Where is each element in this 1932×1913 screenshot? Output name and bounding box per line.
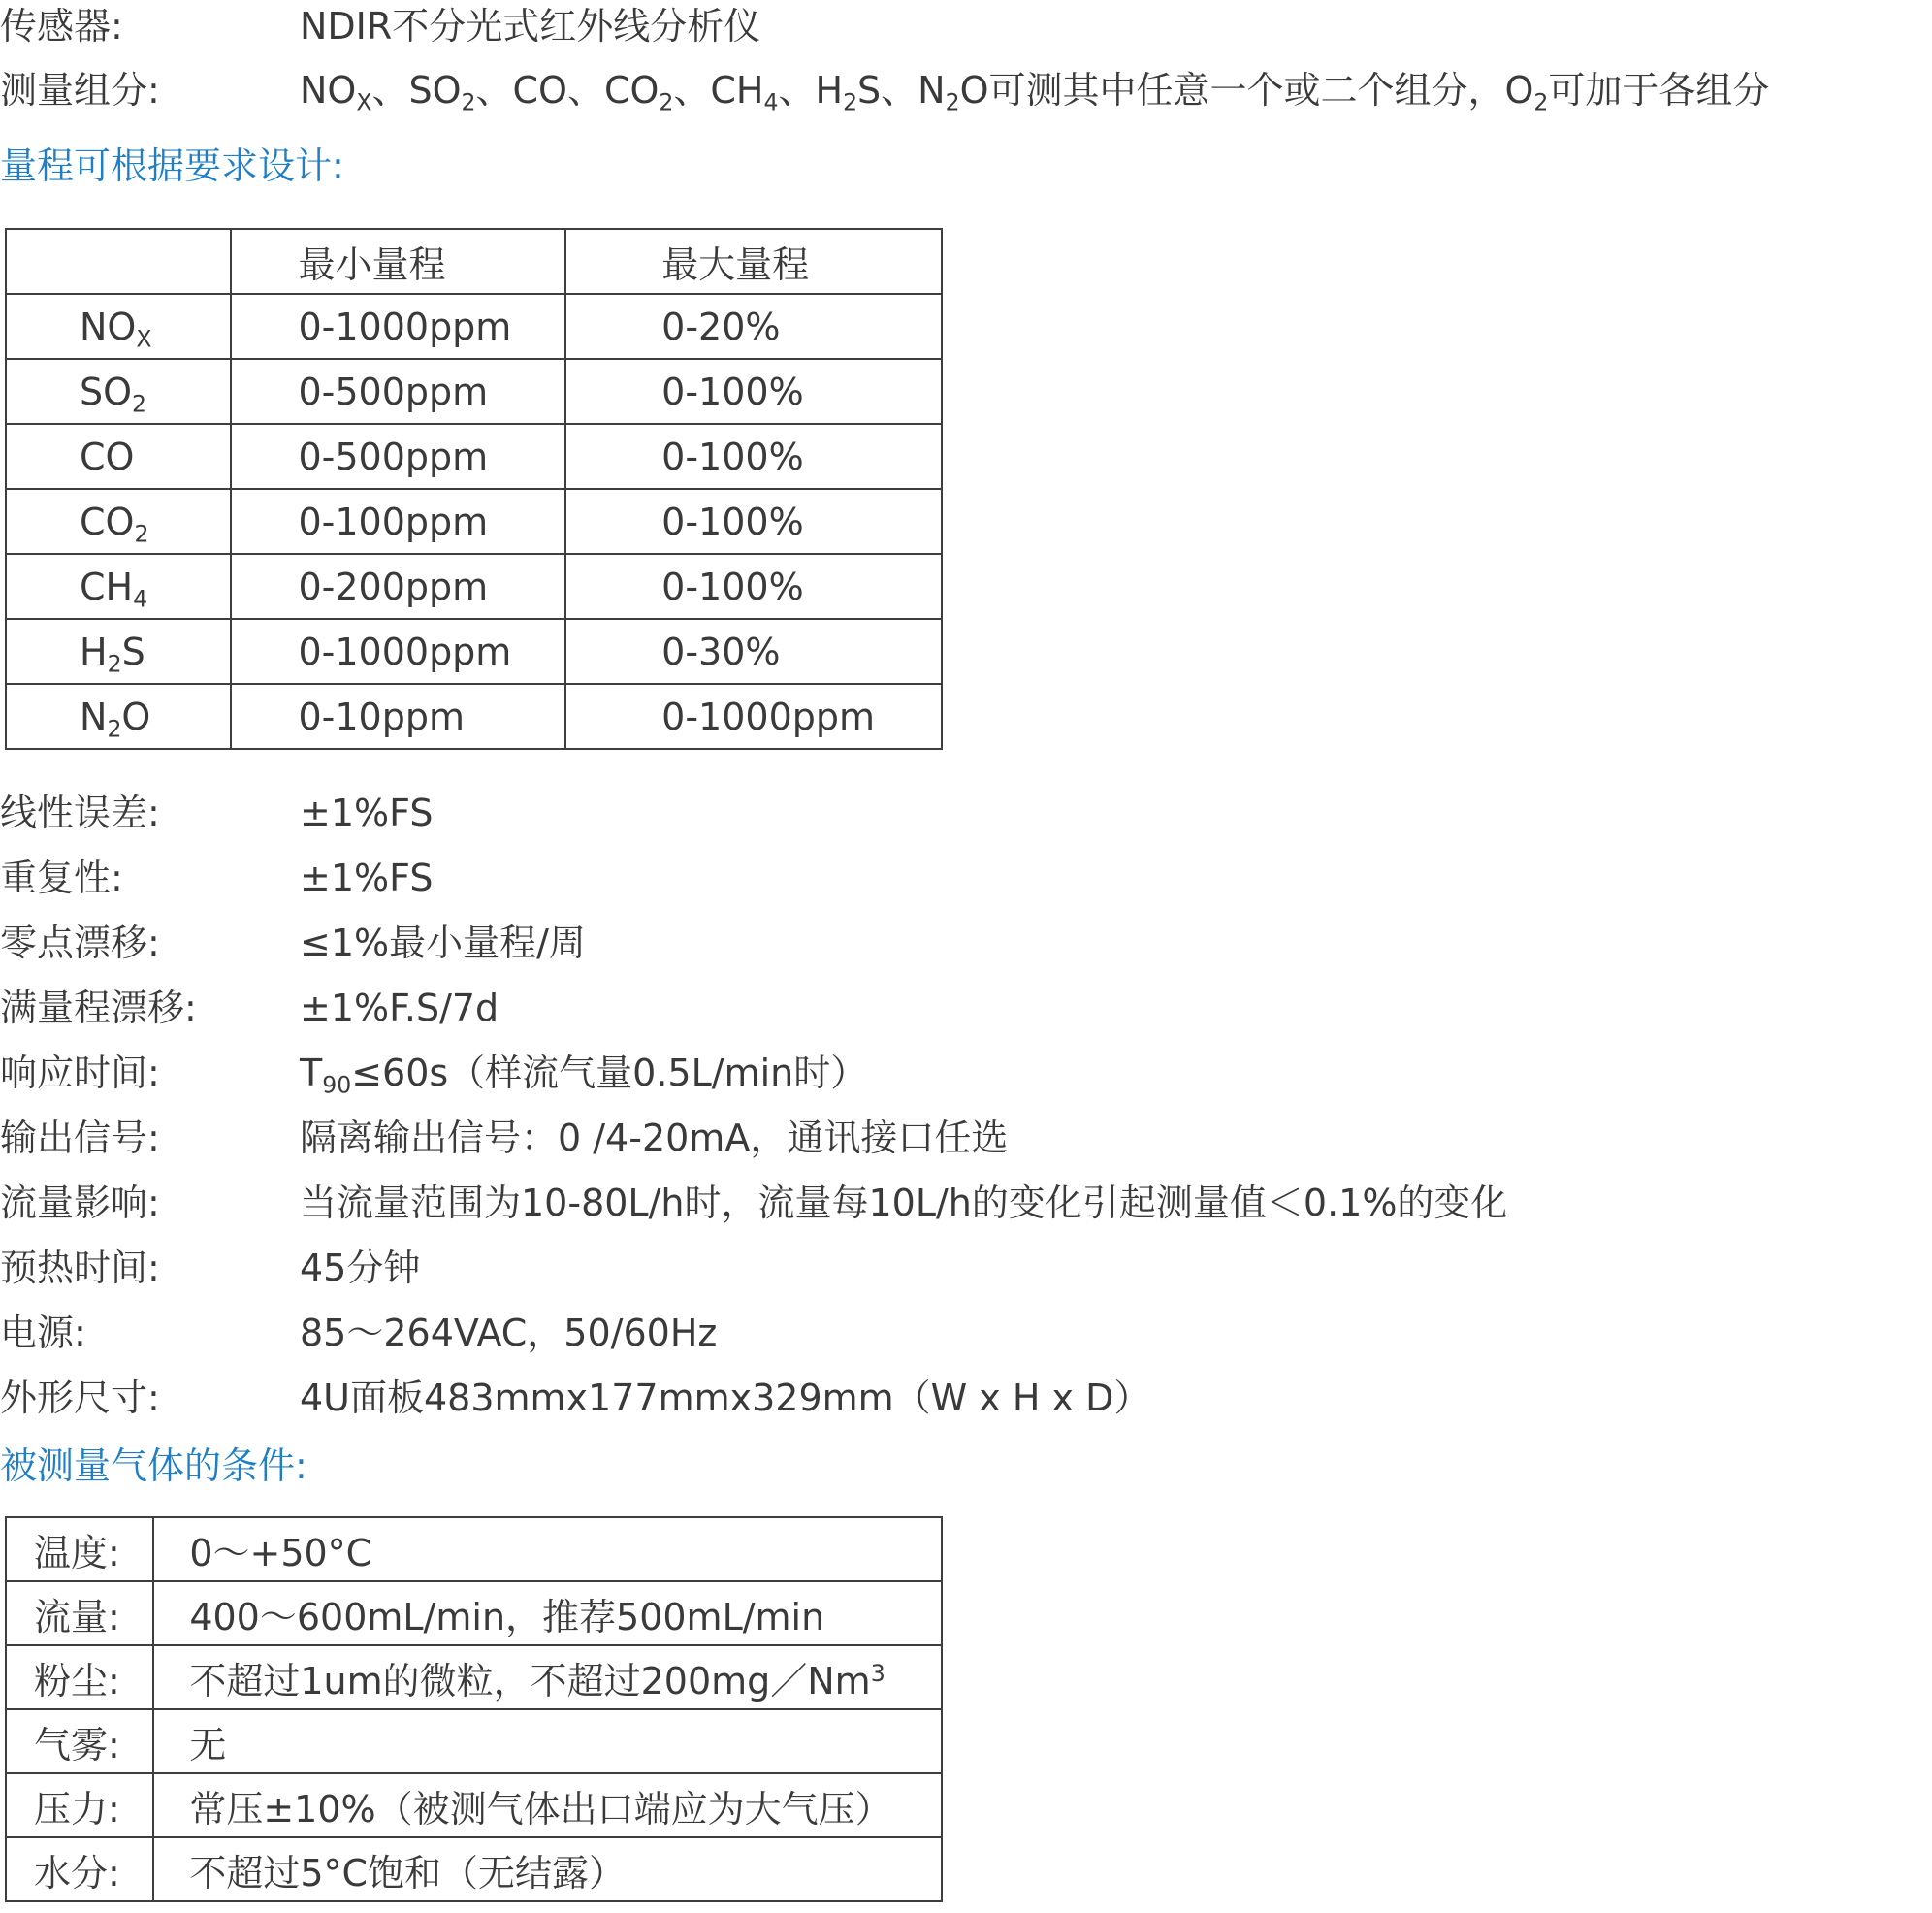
max-range-cell: 0-20% <box>565 294 942 359</box>
max-range-cell: 0-100% <box>565 489 942 554</box>
table-row <box>6 1837 942 1901</box>
spec-value: ±1%FS <box>300 857 434 899</box>
min-range-cell: 0-100ppm <box>231 489 565 554</box>
condition-key: 温度: <box>6 1517 153 1581</box>
min-range-cell: 0-10ppm <box>231 684 565 749</box>
table-row <box>6 1645 942 1709</box>
gas-cell: $SO_2$ <box>6 359 231 424</box>
table-header-row <box>6 229 942 294</box>
conditions-table <box>5 1516 943 1902</box>
table-row <box>6 1773 942 1837</box>
spec-label: 传感器: <box>0 5 123 48</box>
spec-value: ±1%F.S/7d <box>300 987 499 1029</box>
condition-value: 0～+50°C <box>153 1517 942 1581</box>
table-row <box>6 1581 942 1645</box>
conditions-heading: 被测量气体的条件: <box>0 1444 307 1487</box>
max-range-cell: 0-100% <box>565 424 942 489</box>
spec-label: 测量组分: <box>0 69 160 112</box>
spec-value: ±1%FS <box>300 792 434 834</box>
spec-label: 输出信号: <box>0 1117 160 1159</box>
table-row <box>6 619 942 684</box>
max-range-cell: 0-1000ppm <box>565 684 942 749</box>
spec-value: 隔离输出信号：0 /4-20mA，通讯接口任选 <box>300 1117 1009 1159</box>
header-cell-min-range: 最小量程 <box>231 229 565 294</box>
spec-label: 预热时间: <box>0 1247 160 1289</box>
condition-key: 流量: <box>6 1581 153 1645</box>
table-row <box>6 1709 942 1773</box>
condition-value: 无 <box>153 1709 942 1773</box>
condition-key: 压力: <box>6 1773 153 1837</box>
condition-value: 400～600mL/min，推荐500mL/min <box>153 1581 942 1645</box>
header-cell-max-range: 最大量程 <box>565 229 942 294</box>
condition-key: 气雾: <box>6 1709 153 1773</box>
table-row <box>6 684 942 749</box>
spec-value: ≤1%最小量程/周 <box>300 922 586 964</box>
condition-key: 水分: <box>6 1837 153 1901</box>
max-range-cell: 0-30% <box>565 619 942 684</box>
spec-label: 响应时间: <box>0 1052 160 1094</box>
max-range-cell: 0-100% <box>565 359 942 424</box>
header-cell-empty <box>6 229 231 294</box>
table-row <box>6 554 942 619</box>
spec-value: 85～264VAC，50/60Hz <box>300 1312 718 1354</box>
min-range-cell: 0-1000ppm <box>231 294 565 359</box>
table-row <box>6 359 942 424</box>
table-row <box>6 1517 942 1581</box>
gas-cell: CO <box>6 424 231 489</box>
gas-cell: $H_2S$ <box>6 619 231 684</box>
spec-label: 外形尺寸: <box>0 1377 160 1419</box>
table-row <box>6 294 942 359</box>
min-range-cell: 0-500ppm <box>231 359 565 424</box>
condition-value: 不超过1um的微粒，不超过200mg／Nm$^3$ <box>153 1645 942 1709</box>
spec-label: 零点漂移: <box>0 922 160 964</box>
condition-value: 常压±10%（被测气体出口端应为大气压） <box>153 1773 942 1837</box>
condition-value: 不超过5°C饱和（无结露） <box>153 1837 942 1901</box>
spec-value: NDIR不分光式红外线分析仪 <box>300 5 761 48</box>
spec-label: 电源: <box>0 1312 86 1354</box>
spec-value: 4U面板483mmx177mmx329mm（W x H x D） <box>300 1377 1151 1419</box>
spec-label: 流量影响: <box>0 1182 160 1224</box>
gas-cell: $N_2O$ <box>6 684 231 749</box>
spec-value: $T_{90}\le 60s$（样流气量0.5L/min时） <box>300 1052 868 1099</box>
range-table <box>5 228 943 750</box>
spec-value: $NO_X$、$SO_2$、CO、$CO_2$、$CH_4$、$H_2S$、$N_2O$可测其中任意一个或二个组分，$O_2$可加于各组分 <box>300 69 1770 116</box>
range-heading: 量程可根据要求设计: <box>0 145 344 187</box>
gas-cell: $CO_2$ <box>6 489 231 554</box>
spec-value: 当流量范围为10-80L/h时，流量每10L/h的变化引起测量值＜0.1%的变化 <box>300 1182 1508 1224</box>
min-range-cell: 0-200ppm <box>231 554 565 619</box>
gas-cell: $CH_4$ <box>6 554 231 619</box>
spec-label: 线性误差: <box>0 792 160 834</box>
gas-cell: $NO_X$ <box>6 294 231 359</box>
spec-value: 45分钟 <box>300 1247 421 1289</box>
min-range-cell: 0-500ppm <box>231 424 565 489</box>
spec-label: 重复性: <box>0 857 123 899</box>
min-range-cell: 0-1000ppm <box>231 619 565 684</box>
condition-key: 粉尘: <box>6 1645 153 1709</box>
spec-label: 满量程漂移: <box>0 987 197 1029</box>
max-range-cell: 0-100% <box>565 554 942 619</box>
table-row <box>6 489 942 554</box>
table-row <box>6 424 942 489</box>
